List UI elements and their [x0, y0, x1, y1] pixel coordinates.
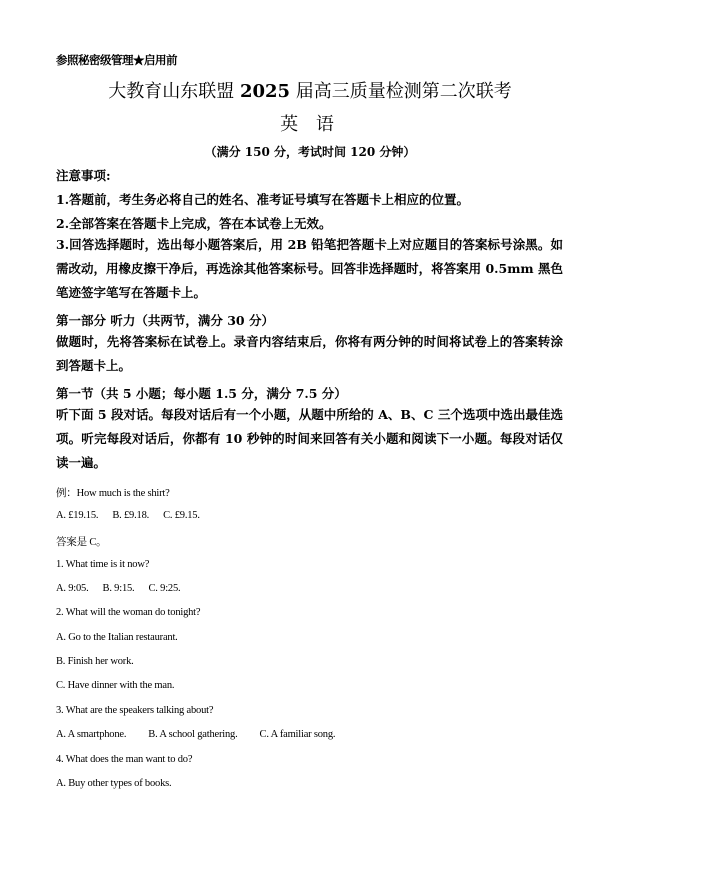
- note-item-2: 2.全部答案在答题卡上完成，答在本试卷上无效。: [56, 216, 332, 231]
- example-option-b: B. £9.18.: [112, 510, 150, 521]
- question-1-option-c: C. 9:25.: [148, 583, 181, 594]
- question-2-option-b: B. Finish her work.: [56, 656, 134, 667]
- question-3-options: [56, 729, 335, 740]
- example-option-c: C. £9.15.: [163, 510, 200, 521]
- subject-title: 英 语: [280, 114, 340, 135]
- question-3-option-b: B. A school gathering.: [148, 729, 238, 740]
- score-info: （满分 150 分，考试时间 120 分钟）: [204, 145, 416, 159]
- example-answer: 答案是 C。: [56, 537, 107, 548]
- exam-title-year: 2025: [239, 81, 291, 102]
- question-2-option-a: A. Go to the Italian restaurant.: [56, 632, 178, 643]
- question-3-option-a: A. A smartphone.: [56, 729, 127, 740]
- question-2-stem: 2. What will the woman do tonight?: [56, 607, 201, 618]
- note-item-3: 3.回答选择题时，选出每小题答案后，用 2B 铅笔把答题卡上对应题目的答案标号涂黑。如需改动，用橡皮擦干净后，再选涂其他答案标号。回答非选择题时，将答案用 0.5mm 黑色笔迹签字笔写在答题卡上。: [56, 237, 563, 300]
- question-4-stem: 4. What does the man want to do?: [56, 754, 193, 765]
- question-2-option-c: C. Have dinner with the man.: [56, 680, 175, 691]
- part1-heading: 第一部分 听力（共两节，满分 30 分）: [56, 313, 274, 328]
- part1-instructions: 做题时，先将答案标在试卷上。录音内容结束后，你将有两分钟的时间将试卷上的答案转涂到答题卡上。: [56, 334, 563, 373]
- question-1-stem: 1. What time is it now?: [56, 559, 150, 570]
- question-4-option-a: A. Buy other types of books.: [56, 778, 172, 789]
- example-question: 例：How much is the shirt?: [56, 488, 170, 499]
- exam-title-prefix: 大教育山东联盟: [108, 81, 240, 102]
- question-1-options: [56, 583, 180, 594]
- exam-title-suffix: 届高三质量检测第二次联考: [290, 81, 512, 102]
- question-1-option-b: B. 9:15.: [102, 583, 135, 594]
- question-1-option-a: A. 9:05.: [56, 583, 89, 594]
- example-option-a: A. £19.15.: [56, 510, 99, 521]
- question-3-option-c: C. A familiar song.: [259, 729, 336, 740]
- notes-heading: 注意事项:: [56, 168, 111, 183]
- secrecy-label: 参照秘密级管理★启用前: [56, 53, 177, 67]
- section1-instructions: 听下面 5 段对话。每段对话后有一个小题，从题中所给的 A、B、C 三个选项中选出最佳选项。听完每段对话后，你都有 10 秒钟的时间来回答有关小题和阅读下一小题。每段对话仅读一遍。: [56, 407, 563, 470]
- example-options: [56, 510, 200, 521]
- question-3-stem: 3. What are the speakers talking about?: [56, 705, 214, 716]
- note-item-1: 1.答题前，考生务必将自己的姓名、准考证号填写在答题卡上相应的位置。: [56, 192, 470, 207]
- exam-title: [0, 77, 620, 103]
- section1-heading: 第一节（共 5 小题；每小题 1.5 分，满分 7.5 分）: [56, 386, 347, 401]
